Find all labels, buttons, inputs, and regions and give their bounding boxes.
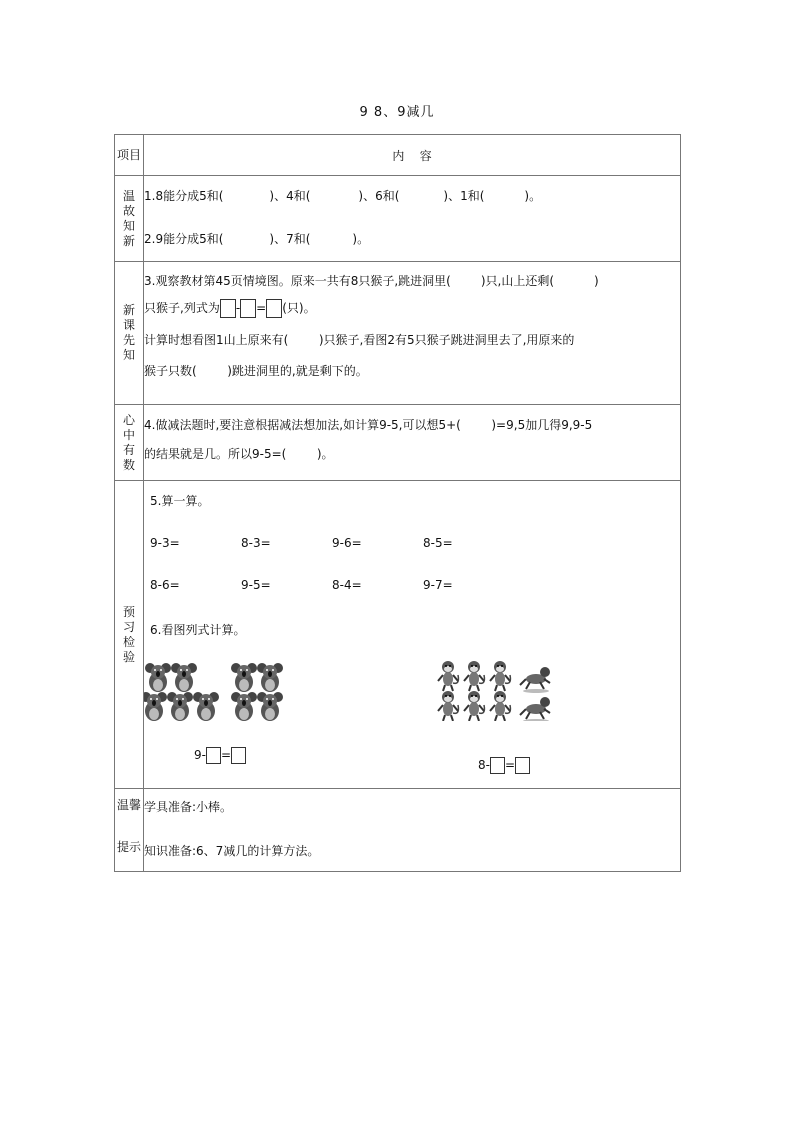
q3-text-a: 3.观察教材第45页情境图。原来一共有8只猴子,跳进洞里( bbox=[144, 274, 451, 288]
koala-icon bbox=[171, 663, 197, 692]
question-3-line-3: 计算时想看图1山上原来有( )只猴子,看图2有5只猴子跳进洞里去了,用原来的 bbox=[144, 333, 575, 347]
question-3-line-1 bbox=[144, 272, 680, 289]
calc-item: 8-5= bbox=[423, 536, 453, 550]
monkey-icon bbox=[490, 691, 510, 721]
new-lesson-content-cell bbox=[144, 262, 681, 405]
worksheet-table bbox=[114, 134, 681, 872]
practice-content-cell bbox=[144, 481, 681, 789]
eq-left-box-2[interactable] bbox=[231, 747, 246, 764]
eq-right-box-1[interactable] bbox=[490, 757, 505, 774]
q2-part-b: )、7和( bbox=[269, 232, 311, 246]
eq-right-box-2[interactable] bbox=[515, 757, 530, 774]
equation-right bbox=[478, 757, 530, 774]
running-monkey-icon bbox=[520, 667, 550, 693]
equation-left bbox=[194, 747, 246, 764]
q1-part-c: )、6和( bbox=[358, 189, 400, 203]
monkey-icon bbox=[438, 691, 458, 721]
q3-answer-box-3[interactable] bbox=[266, 299, 282, 318]
tips-label-top: 温馨 bbox=[116, 798, 141, 812]
question-3-line-2 bbox=[144, 299, 680, 318]
q3-equals: = bbox=[256, 301, 267, 315]
header-item-cell: 项目 bbox=[115, 135, 144, 176]
monkey-group bbox=[436, 661, 561, 721]
monkey-icon bbox=[464, 691, 484, 721]
calc-item: 9-5= bbox=[241, 578, 271, 592]
review-label-cell bbox=[115, 176, 144, 262]
q3-text-c: ) bbox=[594, 274, 599, 288]
koala-icon bbox=[257, 692, 283, 721]
question-3-line-4: 猴子只数( )跳进洞里的,就是剩下的。 bbox=[144, 364, 368, 378]
question-2 bbox=[144, 230, 680, 247]
q1-part-a: 1.8能分成5和( bbox=[144, 189, 224, 203]
monkey-picture bbox=[436, 661, 561, 721]
tips-row bbox=[115, 789, 681, 872]
practice-label-cell bbox=[115, 481, 144, 789]
q2-part-c: )。 bbox=[352, 232, 370, 246]
header-content-cell bbox=[144, 135, 681, 176]
koala-icon bbox=[145, 663, 171, 692]
question-4-line-2: 的结果就是几。所以9-5=( )。 bbox=[144, 447, 334, 461]
eq-left-prefix: 9- bbox=[194, 748, 206, 762]
q3-answer-box-1[interactable] bbox=[220, 299, 236, 318]
calc-item: 8-4= bbox=[332, 578, 362, 592]
calc-item: 9-7= bbox=[423, 578, 453, 592]
koala-icon bbox=[257, 663, 283, 692]
koala-icon bbox=[167, 692, 193, 721]
monkey-icon bbox=[438, 661, 458, 691]
monkey-icon bbox=[464, 661, 484, 691]
q1-part-b: )、4和( bbox=[269, 189, 311, 203]
tips-line-1: 学具准备:小棒。 bbox=[144, 800, 233, 814]
header-content-label: 内 容 bbox=[392, 148, 432, 163]
question-1 bbox=[144, 187, 680, 204]
q3-answer-box-2[interactable] bbox=[240, 299, 256, 318]
tips-label-cell bbox=[115, 789, 144, 872]
question-4-line-1: 4.做减法题时,要注意根据减法想加法,如计算9-5,可以想5+( )=9,5加几得9,9-5 bbox=[144, 418, 593, 432]
calc-item: 9-6= bbox=[332, 536, 362, 550]
header-row bbox=[115, 135, 681, 176]
question-5-title: 5.算一算。 bbox=[150, 494, 210, 508]
practice-label: 预习检验 bbox=[122, 604, 135, 664]
calc-item: 8-6= bbox=[150, 578, 180, 592]
monkey-icon bbox=[490, 661, 510, 691]
q3-minus: - bbox=[235, 301, 241, 315]
eq-left-equals: = bbox=[220, 748, 232, 762]
koala-icon bbox=[193, 692, 219, 721]
q1-part-d: )、1和( bbox=[443, 189, 485, 203]
koala-icon bbox=[144, 692, 167, 721]
page-title: 9 8、9减几 bbox=[359, 105, 435, 120]
mind-label-cell bbox=[115, 405, 144, 481]
q3-text-e: (只)。 bbox=[282, 301, 316, 315]
mind-row bbox=[115, 405, 681, 481]
review-content-cell bbox=[144, 176, 681, 262]
practice-row bbox=[115, 481, 681, 789]
q3-text-d: 只猴子,列式为 bbox=[144, 301, 220, 315]
review-row bbox=[115, 176, 681, 262]
tips-line-2: 知识准备:6、7减几的计算方法。 bbox=[144, 844, 320, 858]
q1-part-e: )。 bbox=[524, 189, 542, 203]
koala-icon bbox=[231, 663, 257, 692]
new-lesson-label: 新课先知 bbox=[122, 303, 135, 362]
tips-content-cell bbox=[144, 789, 681, 872]
question-6-title: 6.看图列式计算。 bbox=[150, 623, 246, 637]
new-lesson-label-cell bbox=[115, 262, 144, 405]
eq-right-equals: = bbox=[504, 758, 516, 772]
koala-group bbox=[144, 661, 294, 721]
tips-label-bottom: 提示 bbox=[116, 840, 141, 854]
q3-text-b: )只,山上还剩( bbox=[480, 274, 555, 288]
calc-item: 9-3= bbox=[150, 536, 180, 550]
calc-item: 8-3= bbox=[241, 536, 271, 550]
koala-icon bbox=[231, 692, 257, 721]
mind-content-cell bbox=[144, 405, 681, 481]
eq-right-prefix: 8- bbox=[478, 758, 490, 772]
new-lesson-row bbox=[115, 262, 681, 405]
review-label: 温故知新 bbox=[122, 188, 135, 248]
running-monkey-icon bbox=[520, 697, 550, 721]
koala-picture bbox=[144, 661, 294, 721]
eq-left-box-1[interactable] bbox=[206, 747, 221, 764]
mind-label: 心中有数 bbox=[122, 412, 135, 472]
q2-part-a: 2.9能分成5和( bbox=[144, 232, 224, 246]
